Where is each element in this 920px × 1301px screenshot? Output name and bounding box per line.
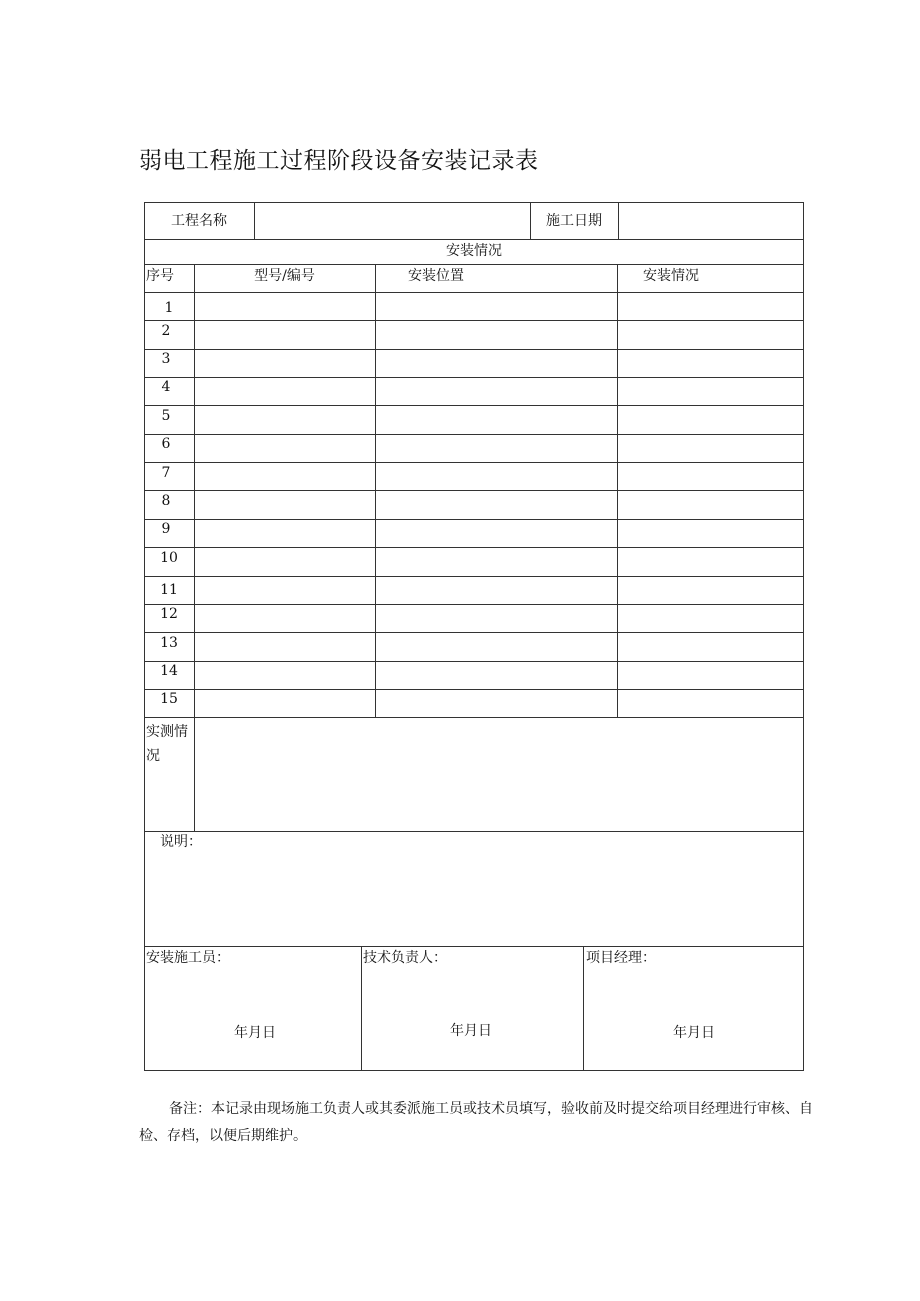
divider — [144, 434, 804, 435]
explanation-label: 说明： — [160, 834, 202, 850]
tech-lead-signature-label: 技术负责人： — [363, 950, 447, 966]
divider — [618, 202, 619, 239]
divider — [144, 292, 804, 293]
divider — [144, 831, 804, 832]
explanation-field[interactable] — [160, 856, 790, 941]
divider — [617, 264, 618, 718]
row-number: 5 — [161, 408, 171, 424]
column-header-seq: 序号 — [146, 268, 174, 284]
footnote: 备注：本记录由现场施工负责人或其委派施工员或技术员填写，验收前及时提交给项目经理进行审核、自检、存档，以便后期维护。 — [139, 1101, 813, 1144]
divider — [144, 661, 804, 662]
measurement-field[interactable] — [202, 724, 792, 824]
installer-signature-date: 年月日 — [234, 1025, 276, 1041]
divider — [144, 717, 804, 718]
divider — [144, 576, 804, 577]
border-left — [144, 202, 145, 1071]
project-name-label: 工程名称 — [171, 213, 227, 229]
row-number: 11 — [160, 582, 178, 598]
divider — [144, 462, 804, 463]
divider — [194, 264, 195, 718]
row-number: 14 — [160, 663, 178, 679]
section-title: 安装情况 — [446, 243, 502, 259]
divider — [144, 349, 804, 350]
border-bottom — [144, 1070, 804, 1071]
project-manager-signature-label: 项目经理： — [586, 950, 656, 966]
divider — [254, 202, 255, 239]
divider — [144, 519, 804, 520]
row-number: 2 — [161, 323, 171, 339]
divider — [144, 632, 804, 633]
measurement-label: 况 — [146, 748, 160, 764]
row-number: 10 — [160, 550, 178, 566]
border-right — [803, 202, 804, 1071]
divider — [144, 377, 804, 378]
row-number: 9 — [161, 521, 171, 537]
project-manager-signature-date: 年月日 — [673, 1025, 715, 1041]
column-header-status: 安装情况 — [643, 268, 699, 284]
row-number: 7 — [161, 465, 171, 481]
row-number: 12 — [160, 606, 178, 622]
divider — [144, 689, 804, 690]
divider — [361, 946, 362, 1071]
row-number: 8 — [161, 493, 171, 509]
row-number: 1 — [164, 300, 174, 316]
divider — [144, 264, 804, 265]
row-number: 6 — [161, 436, 171, 452]
divider — [583, 946, 584, 1071]
divider — [144, 239, 804, 240]
row-number: 3 — [161, 351, 171, 367]
measurement-label: 实测情 — [146, 724, 188, 740]
divider — [194, 717, 195, 831]
row-number: 4 — [161, 379, 171, 395]
record-form — [144, 202, 804, 1071]
divider — [144, 547, 804, 548]
row-number: 15 — [160, 691, 178, 707]
border-top — [144, 202, 804, 203]
page-title: 弱电工程施工过程阶段设备安装记录表 — [139, 148, 539, 174]
date-label: 施工日期 — [546, 213, 602, 229]
divider — [144, 405, 804, 406]
row-number: 13 — [160, 635, 178, 651]
column-header-model: 型号/编号 — [254, 268, 315, 284]
divider — [144, 320, 804, 321]
installer-signature-label: 安装施工员： — [146, 950, 230, 966]
divider — [144, 946, 804, 947]
divider — [375, 264, 376, 718]
column-header-location: 安装位置 — [408, 268, 464, 284]
divider — [144, 604, 804, 605]
divider — [144, 490, 804, 491]
tech-lead-signature-date: 年月日 — [450, 1023, 492, 1039]
